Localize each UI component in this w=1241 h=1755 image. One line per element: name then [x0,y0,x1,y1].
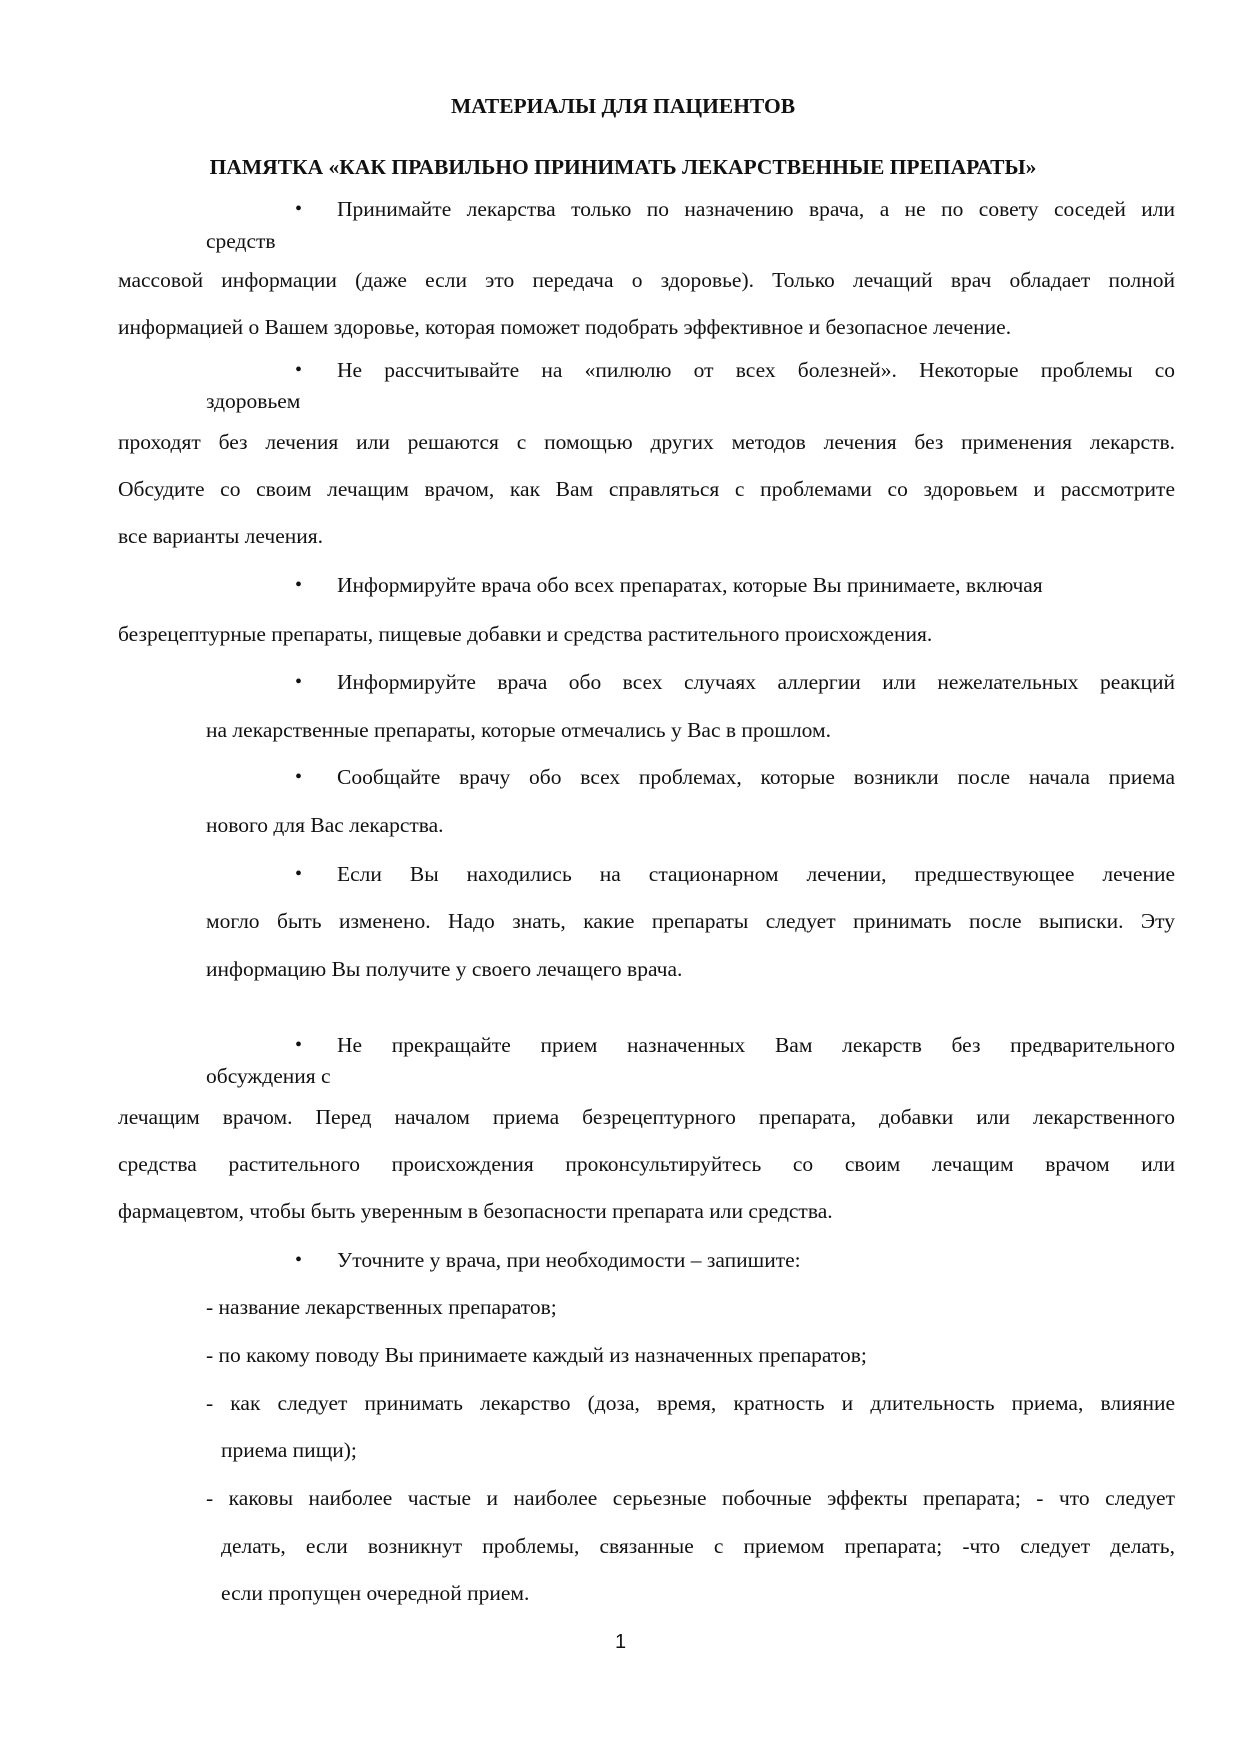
bullet-6-line-2: могло быть изменено. Надо знать, какие препараты следует принимать после выписки. Эту [206,909,1175,933]
bullet-marker: • [295,1249,303,1271]
bullet-7-line-5: фармацевтом, чтобы быть уверенным в безопасности препарата или средства. [118,1199,833,1223]
bullet-marker: • [295,198,303,220]
bullet-1-line-4: информацией о Вашем здоровье, которая поможет подобрать эффективное и безопасное лечение. [118,315,1012,339]
bullet-2-line-1: Не рассчитывайте на «пилюлю от всех болезней». Некоторые проблемы со [337,358,1175,382]
bullet-marker: • [295,863,303,885]
dash-item-4-line-2: делать, если возникнут проблемы, связанные с приемом препарата; -что следует делать, [221,1534,1175,1558]
bullet-3-line-1: Информируйте врача обо всех препаратах, которые Вы принимаете, включая [337,573,1043,597]
bullet-7-line-4: средства растительного происхождения проконсультируйтесь со своим лечащим врачом или [118,1152,1175,1176]
bullet-1-line-3: массовой информации (даже если это передача о здоровье). Только лечащий врач обладает полной [118,268,1175,292]
page-number: 1 [614,1631,627,1653]
dash-item-4-line-3: если пропущен очередной прием. [221,1581,530,1605]
dash-item-3-line-1: - как следует принимать лекарство (доза, время, кратность и длительность приема, влияние [206,1391,1175,1415]
bullet-2-line-5: все варианты лечения. [118,524,324,548]
page-title: МАТЕРИАЛЫ ДЛЯ ПАЦИЕНТОВ [450,94,796,118]
bullet-5-line-1: Сообщайте врачу обо всех проблемах, которые возникли после начала приема [337,765,1175,789]
bullet-6-line-3: информацию Вы получите у своего лечащего врача. [206,957,683,981]
bullet-4-line-1: Информируйте врача обо всех случаях аллергии или нежелательных реакций [337,670,1175,694]
bullet-7-line-2: обсуждения с [206,1064,331,1088]
bullet-6-line-1: Если Вы находились на стационарном лечении, предшествующее лечение [337,862,1175,886]
dash-item-1: - название лекарственных препаратов; [206,1295,557,1319]
dash-item-4-line-1: - каковы наиболее частые и наиболее серьезные побочные эффекты препарата; - что следует [206,1486,1175,1510]
page-subtitle: ПАМЯТКА «КАК ПРАВИЛЬНО ПРИНИМАТЬ ЛЕКАРСТВЕННЫЕ ПРЕПАРАТЫ» [209,155,1037,179]
bullet-2-line-2: здоровьем [206,389,301,413]
bullet-8-line-1: Уточните у врача, при необходимости – запишите: [337,1248,801,1272]
bullet-1-line-2: средств [206,229,276,253]
bullet-7-line-1: Не прекращайте прием назначенных Вам лекарств без предварительного [337,1033,1175,1057]
dash-item-3-line-2: приема пищи); [221,1438,357,1462]
bullet-3-line-2: безрецептурные препараты, пищевые добавки и средства растительного происхождения. [118,622,933,646]
bullet-2-line-4: Обсудите со своим лечащим врачом, как Вам справляться с проблемами со здоровьем и рассмотрите [118,477,1175,501]
bullet-4-line-2: на лекарственные препараты, которые отмечались у Вас в прошлом. [206,718,832,742]
bullet-2-line-3: проходят без лечения или решаются с помощью других методов лечения без применения лекарств. [118,430,1175,454]
bullet-marker: • [295,359,303,381]
bullet-1-line-1: Принимайте лекарства только по назначению врача, а не по совету соседей или [337,197,1175,221]
bullet-marker: • [295,671,303,693]
bullet-marker: • [295,766,303,788]
bullet-5-line-2: нового для Вас лекарства. [206,813,444,837]
dash-item-2: - по какому поводу Вы принимаете каждый из назначенных препаратов; [206,1343,867,1367]
bullet-marker: • [295,574,303,596]
bullet-marker: • [295,1034,303,1056]
bullet-7-line-3: лечащим врачом. Перед началом приема безрецептурного препарата, добавки или лекарственного [118,1105,1175,1129]
